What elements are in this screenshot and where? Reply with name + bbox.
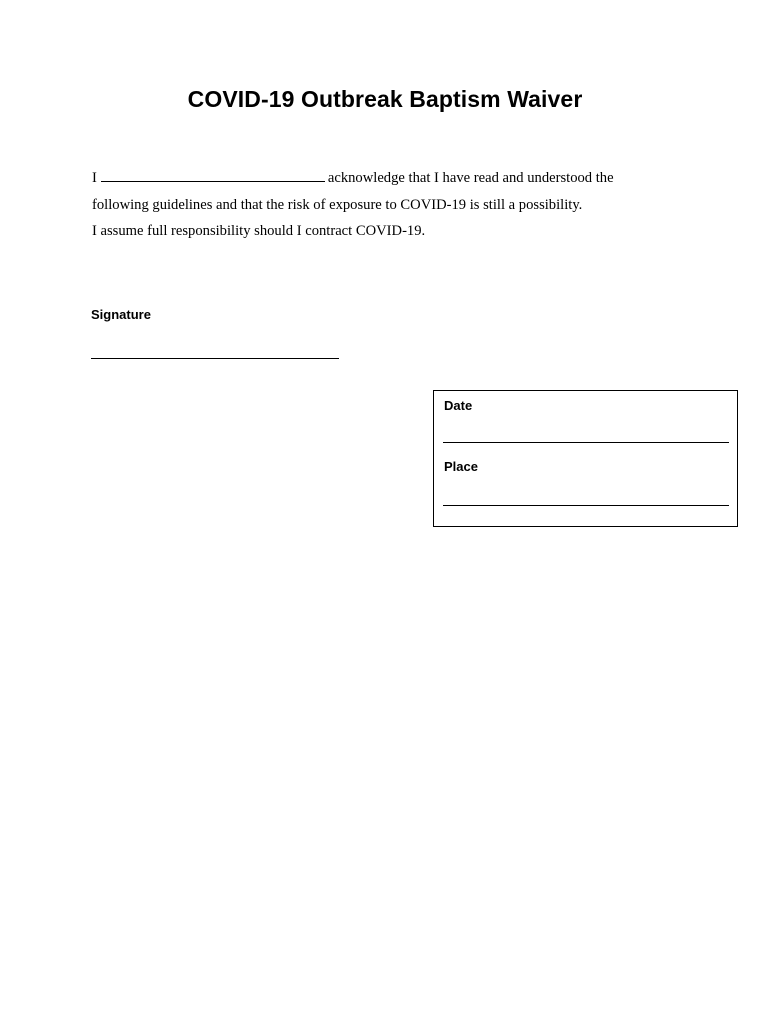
date-blank-line[interactable]	[443, 442, 729, 443]
date-place-box	[433, 390, 738, 527]
signature-blank-line[interactable]	[91, 358, 339, 359]
date-label: Date	[444, 398, 473, 413]
acknowledgement-line-2: following guidelines and that the risk of exposure to COVID-19 is still a possibility.	[92, 197, 583, 213]
place-label: Place	[444, 459, 478, 474]
name-blank-line[interactable]	[101, 169, 325, 182]
document-title: COVID-19 Outbreak Baptism Waiver	[187, 86, 583, 112]
responsibility-line: I assume full responsibility should I contract COVID-19.	[92, 223, 426, 239]
pronoun-text: I	[92, 170, 97, 186]
acknowledge-text: acknowledge that I have read and understood the	[327, 170, 614, 186]
acknowledgement-line-1	[92, 169, 614, 187]
place-blank-line[interactable]	[443, 505, 729, 506]
signature-label: Signature	[91, 307, 151, 322]
